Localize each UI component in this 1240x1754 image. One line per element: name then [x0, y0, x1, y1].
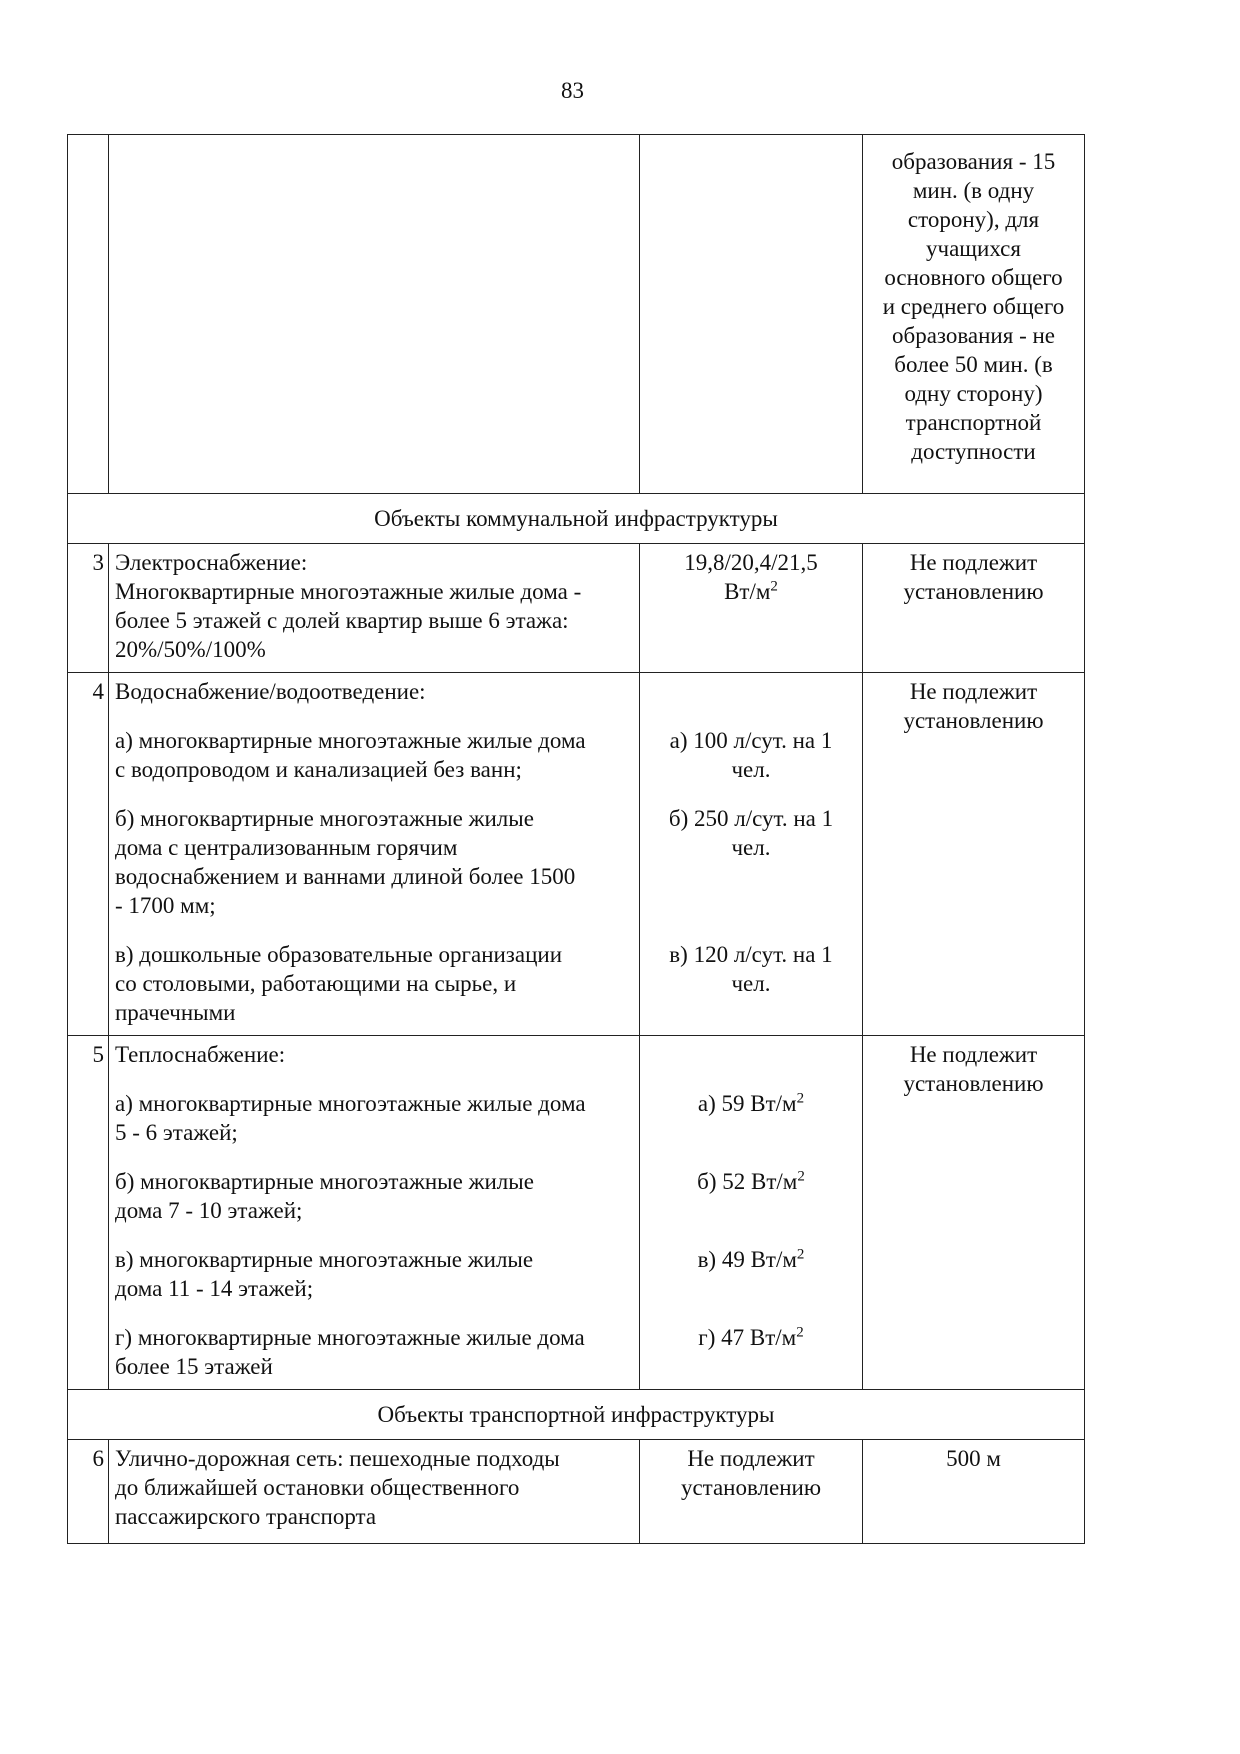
text-line: сторону), для	[907, 207, 1040, 232]
text-line: - 1700 мм;	[115, 893, 216, 918]
unit-superscript: 2	[770, 578, 778, 595]
text-line: образования - не	[892, 323, 1055, 348]
text-line: со столовыми, работающими на сырье, и	[115, 971, 517, 996]
value-line: чел.	[731, 757, 771, 782]
text-line: с водопроводом и канализацией без ванн;	[115, 757, 522, 782]
section-row	[68, 494, 1085, 544]
text-line: установлению	[903, 579, 1044, 604]
unit-superscript: 2	[796, 1324, 804, 1341]
row-number: 6	[68, 1440, 109, 1544]
row-title: Водоснабжение/водоотведение:	[115, 679, 426, 704]
text-line: установлению	[903, 1071, 1044, 1096]
cell-value	[640, 135, 863, 494]
value-line	[650, 1167, 852, 1196]
cell-name	[109, 1440, 640, 1544]
table-row	[68, 1440, 1085, 1544]
cell-value	[640, 1440, 863, 1544]
value-line: в) 120 л/сут. на 1	[669, 942, 833, 967]
section-heading-utilities: Объекты коммунальной инфраструктуры	[68, 494, 1085, 544]
section-row	[68, 1390, 1085, 1440]
cell-accessibility	[863, 1036, 1085, 1390]
value-line: б) 250 л/сут. на 1	[668, 806, 834, 831]
text-line: дома 11 - 14 этажей;	[115, 1276, 314, 1301]
text-line: более 15 этажей	[115, 1354, 273, 1379]
text-line: дома 7 - 10 этажей;	[115, 1198, 303, 1223]
value-text: б) 52 Вт/м	[697, 1169, 798, 1194]
text-line: водоснабжением и ваннами длиной более 1500	[115, 864, 576, 889]
value-line	[650, 577, 852, 606]
text-line: Улично-дорожная сеть: пешеходные подходы	[115, 1446, 560, 1471]
text-line: б) многоквартирные многоэтажные жилые	[115, 806, 534, 831]
cell-name	[109, 1036, 640, 1390]
text-line: и среднего общего	[882, 294, 1065, 319]
text-line: Не подлежит	[909, 550, 1038, 575]
text-line: мин. (в одну	[912, 178, 1035, 203]
cell-value	[640, 544, 863, 673]
value-text: г) 47 Вт/м	[698, 1325, 797, 1350]
cell-value	[640, 673, 863, 1036]
unit-superscript: 2	[796, 1090, 805, 1107]
text-line: 5 - 6 этажей;	[115, 1120, 238, 1145]
cell-name	[109, 135, 640, 494]
table-row	[68, 135, 1085, 494]
row-number: 5	[68, 1036, 109, 1390]
text-line: Не подлежит	[909, 679, 1038, 704]
section-heading-transport: Объекты транспортной инфраструктуры	[68, 1390, 1085, 1440]
text-line: установлению	[680, 1475, 822, 1500]
cell-value	[640, 1036, 863, 1390]
text-line: 20%/50%/100%	[115, 637, 266, 662]
value-line: 19,8/20,4/21,5	[684, 550, 818, 575]
text-line: образования - 15	[891, 149, 1056, 174]
row-title: Электроснабжение:	[115, 550, 308, 575]
unit-superscript: 2	[796, 1246, 805, 1263]
text-line: Не подлежит	[687, 1446, 815, 1471]
text-line: г) многоквартирные многоэтажные жилые дома	[115, 1325, 585, 1350]
text-line: более 50 мин. (в	[894, 352, 1053, 377]
text-line: в) многоквартирные многоэтажные жилые	[115, 1247, 534, 1272]
text-line: Многоквартирные многоэтажные жилые дома -	[115, 579, 582, 604]
standards-table	[67, 134, 1085, 1544]
table-row	[68, 1036, 1085, 1390]
value-line	[650, 1089, 852, 1118]
text-line: а) многоквартирные многоэтажные жилые дома	[115, 1091, 586, 1116]
page-number: 83	[561, 78, 584, 103]
unit-superscript: 2	[797, 1168, 805, 1185]
cell-accessibility	[863, 544, 1085, 673]
cell-accessibility	[863, 673, 1085, 1036]
text-line: одну сторону)	[904, 381, 1043, 406]
cell-name	[109, 673, 640, 1036]
value-text: в) 49 Вт/м	[697, 1247, 797, 1272]
text-line: пассажирского транспорта	[115, 1504, 377, 1529]
text-line: 500 м	[946, 1446, 1001, 1471]
text-line: доступности	[911, 439, 1036, 464]
text-line: установлению	[903, 708, 1044, 733]
value-line	[650, 1245, 852, 1274]
cell-number	[68, 135, 109, 494]
text-line: до ближайшей остановки общественного	[115, 1475, 520, 1500]
text-line: транспортной	[905, 410, 1042, 435]
value-line: чел.	[731, 835, 771, 860]
text-line: учащихся	[926, 236, 1021, 261]
value-line: чел.	[731, 971, 771, 996]
text-line: а) многоквартирные многоэтажные жилые дома	[115, 728, 586, 753]
value-line: а) 100 л/сут. на 1	[669, 728, 833, 753]
text-line: прачечными	[115, 1000, 236, 1025]
cell-accessibility	[863, 135, 1085, 494]
value-line	[650, 1323, 852, 1352]
row-title: Теплоснабжение:	[115, 1042, 286, 1067]
row-number: 4	[68, 673, 109, 1036]
value-text: а) 59 Вт/м	[697, 1091, 797, 1116]
table-row	[68, 673, 1085, 1036]
row-number: 3	[68, 544, 109, 673]
table-row	[68, 544, 1085, 673]
text-line: основного общего	[884, 265, 1063, 290]
text-line: Не подлежит	[909, 1042, 1038, 1067]
cell-name	[109, 544, 640, 673]
cell-accessibility	[863, 1440, 1085, 1544]
text-line: дома с централизованным горячим	[115, 835, 458, 860]
text-line: б) многоквартирные многоэтажные жилые	[115, 1169, 534, 1194]
text-line: более 5 этажей с долей квартир выше 6 этажа:	[115, 608, 569, 633]
text-line: в) дошкольные образовательные организации	[115, 942, 563, 967]
value-unit: Вт/м	[724, 579, 771, 604]
